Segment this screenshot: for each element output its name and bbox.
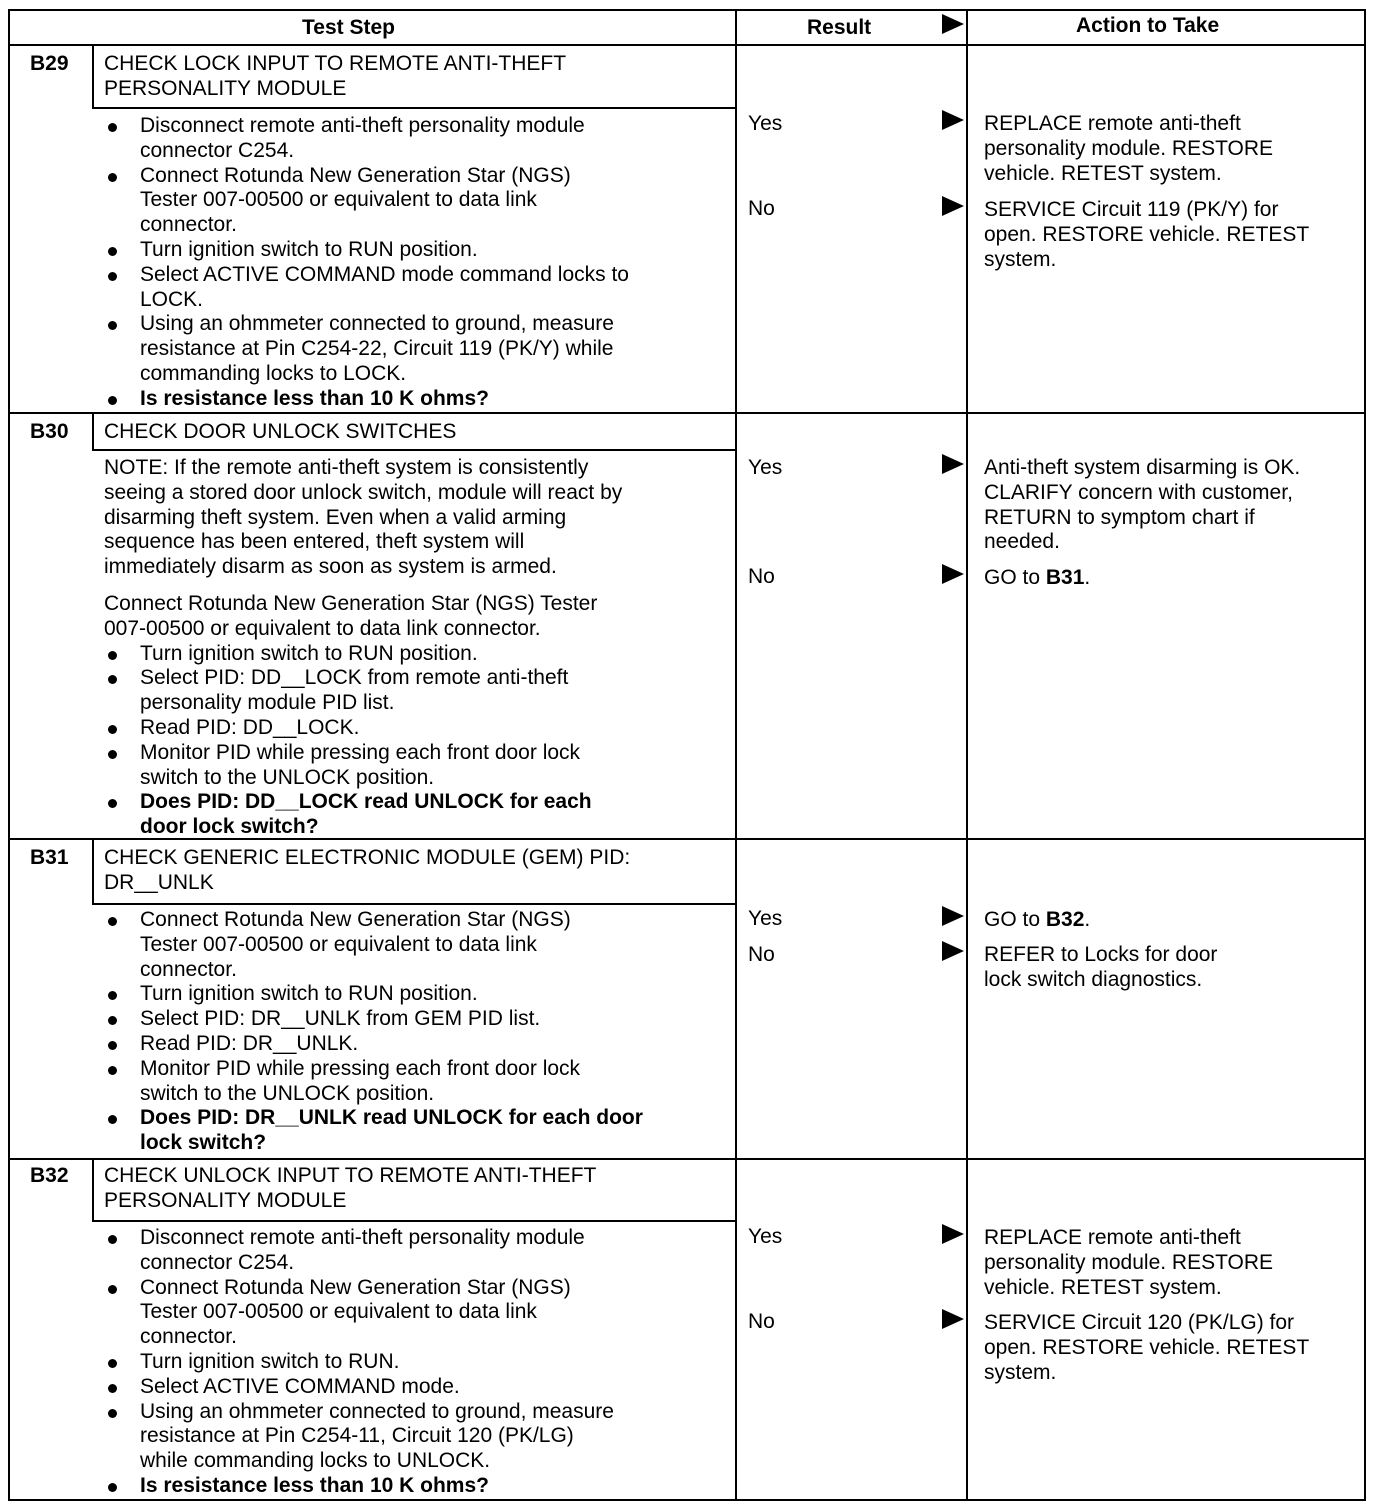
- bullet-line: Read PID: DD__LOCK.: [140, 716, 360, 739]
- bullet-line: Disconnect remote anti-theft personality module: [140, 114, 585, 137]
- bullet-icon: [108, 725, 117, 734]
- action-text: [984, 566, 1090, 591]
- bullet-icon: [108, 123, 117, 132]
- bullet-line: resistance at Pin C254-11, Circuit 120 (PK/LG): [140, 1424, 574, 1448]
- bullet-line: switch to the UNLOCK position.: [140, 1081, 435, 1105]
- bullet-line: commanding locks to LOCK.: [140, 361, 407, 385]
- bullet-line: Turn ignition switch to RUN position.: [140, 238, 478, 261]
- result-label: Yes: [748, 907, 783, 930]
- bullet-line: Disconnect remote anti-theft personality module: [140, 1226, 585, 1249]
- rule-line: [92, 1158, 94, 1220]
- action-step-ref: B32: [1045, 908, 1085, 931]
- note-line: seeing a stored door unlock switch, module will react by: [104, 480, 623, 504]
- rule-line: [966, 9, 968, 1501]
- bullet-line: Select PID: DD__LOCK from remote anti-theft: [140, 666, 569, 690]
- rule-line: [92, 449, 735, 451]
- bullet-line: personality module PID list.: [140, 691, 395, 715]
- action-line: system.: [984, 1360, 1057, 1384]
- bullet-line: switch to the UNLOCK position.: [140, 765, 435, 789]
- bullet-item: [140, 642, 478, 667]
- step-id: B31: [30, 846, 69, 869]
- action-line: vehicle. RETEST system.: [984, 161, 1222, 185]
- action-text: [984, 456, 1300, 555]
- result-arrow-icon: [942, 196, 964, 216]
- result-label: Yes: [748, 112, 783, 135]
- step-title: [104, 846, 630, 896]
- action-text: [984, 198, 1309, 272]
- step-title: [104, 420, 456, 445]
- bullet-item: [140, 238, 478, 263]
- bullet-line: Using an ohmmeter connected to ground, measure: [140, 1399, 614, 1423]
- step-title-line: CHECK LOCK INPUT TO REMOTE ANTI-THEFT: [104, 52, 567, 75]
- bullet-line: Tester 007-00500 or equivalent to data link: [140, 932, 537, 956]
- result-label: No: [748, 943, 775, 966]
- rule-line: [8, 44, 1366, 46]
- step-title-line: CHECK GENERIC ELECTRONIC MODULE (GEM) PID:: [104, 846, 631, 869]
- rule-line: [92, 44, 94, 107]
- note-line: disarming theft system. Even when a valid arming: [104, 505, 567, 529]
- bullet-item: [140, 1106, 643, 1156]
- bullet-line: LOCK.: [140, 287, 204, 311]
- bullet-icon: [108, 321, 117, 330]
- bullet-line: Select ACTIVE COMMAND mode command locks to: [140, 262, 629, 286]
- bullet-item: [140, 1032, 358, 1057]
- result-arrow-icon: [942, 110, 964, 130]
- bullet-icon: [108, 173, 117, 182]
- note-line: sequence has been entered, theft system will: [104, 530, 525, 554]
- result-arrow-icon: [942, 564, 964, 584]
- step-id: B29: [30, 52, 69, 75]
- action-line: REPLACE remote anti-theft: [984, 112, 1241, 135]
- bullet-icon: [108, 675, 117, 684]
- bullet-icon: [108, 272, 117, 281]
- step-title-line: CHECK DOOR UNLOCK SWITCHES: [104, 420, 457, 443]
- intro-text: [104, 592, 597, 642]
- bullet-line: Turn ignition switch to RUN position.: [140, 641, 478, 665]
- rule-line: [1364, 9, 1366, 1501]
- header-arrow-icon: [942, 14, 964, 34]
- bullet-line: Turn ignition switch to RUN.: [140, 1350, 400, 1373]
- rule-line: [8, 9, 1366, 11]
- result-label: No: [748, 565, 775, 588]
- note-line: immediately disarm as soon as system is armed.: [104, 555, 557, 579]
- bullet-icon: [108, 247, 117, 256]
- action-line: vehicle. RETEST system.: [984, 1275, 1222, 1299]
- rule-line: [735, 9, 737, 1501]
- bullet-line: resistance at Pin C254-22, Circuit 119 (PK/Y) while: [140, 337, 614, 361]
- bullet-line: Is resistance less than 10 K ohms?: [140, 386, 489, 410]
- rule-line: [92, 412, 94, 449]
- result-label: Yes: [748, 1225, 783, 1248]
- action-line: open. RESTORE vehicle. RETEST: [984, 1335, 1310, 1359]
- action-text: [984, 943, 1217, 993]
- action-line: personality module. RESTORE: [984, 1250, 1274, 1274]
- result-arrow-icon: [942, 941, 964, 961]
- step-title: [104, 1164, 596, 1214]
- bullet-icon: [108, 917, 117, 926]
- intro-line: 007-00500 or equivalent to data link connector.: [104, 616, 541, 640]
- bullet-line: Using an ohmmeter connected to ground, measure: [140, 312, 614, 336]
- step-title-line: DR__UNLK: [104, 870, 214, 894]
- bullet-icon: [108, 651, 117, 660]
- bullet-line: Turn ignition switch to RUN position.: [140, 982, 478, 1006]
- bullet-icon: [108, 1409, 117, 1418]
- bullet-item: [140, 790, 592, 840]
- step-title-line: CHECK UNLOCK INPUT TO REMOTE ANTI-THEFT: [104, 1164, 597, 1187]
- bullet-line: door lock switch?: [140, 815, 319, 839]
- bullet-icon: [108, 1235, 117, 1244]
- rule-line: [92, 1220, 735, 1222]
- action-line: open. RESTORE vehicle. RETEST: [984, 222, 1310, 246]
- bullet-item: [140, 1474, 489, 1499]
- action-text: [984, 112, 1273, 186]
- action-line: RETURN to symptom chart if: [984, 505, 1255, 529]
- action-line: personality module. RESTORE: [984, 136, 1274, 160]
- bullet-line: lock switch?: [140, 1131, 267, 1155]
- rule-line: [8, 9, 10, 1501]
- bullet-line: Does PID: DR__UNLK read UNLOCK for each door: [140, 1106, 643, 1130]
- note-line: NOTE: If the remote anti-theft system is consistently: [104, 456, 589, 479]
- bullet-line: while commanding locks to UNLOCK.: [140, 1449, 491, 1473]
- bullet-item: [140, 114, 585, 164]
- bullet-icon: [108, 396, 117, 405]
- bullet-item: [140, 908, 571, 982]
- bullet-item: [140, 666, 568, 716]
- action-text: [984, 1311, 1309, 1385]
- rule-line: [92, 903, 735, 905]
- bullet-item: [140, 387, 489, 412]
- step-id: B32: [30, 1164, 69, 1187]
- bullet-line: Read PID: DR__UNLK.: [140, 1032, 359, 1055]
- result-label: Yes: [748, 456, 783, 479]
- header-result: Result: [807, 16, 872, 39]
- step-title: [104, 52, 566, 102]
- action-prefix: GO to: [984, 908, 1046, 931]
- bullet-line: Connect Rotunda New Generation Star (NGS): [140, 1275, 571, 1299]
- bullet-icon: [108, 750, 117, 759]
- action-line: lock switch diagnostics.: [984, 967, 1203, 991]
- bullet-item: [140, 716, 359, 741]
- bullet-line: connector.: [140, 213, 237, 237]
- bullet-line: connector C254.: [140, 138, 295, 162]
- bullet-line: Select PID: DR__UNLK from GEM PID list.: [140, 1007, 541, 1031]
- bullet-icon: [108, 1384, 117, 1393]
- bullet-icon: [108, 1041, 117, 1050]
- bullet-line: connector.: [140, 1325, 237, 1349]
- bullet-icon: [108, 1066, 117, 1075]
- bullet-item: [140, 1276, 571, 1350]
- result-label: No: [748, 197, 775, 220]
- bullet-icon: [108, 799, 117, 808]
- action-line: SERVICE Circuit 120 (PK/LG) for: [984, 1311, 1295, 1334]
- rule-line: [8, 412, 1366, 414]
- intro-line: Connect Rotunda New Generation Star (NGS) Tester: [104, 592, 598, 615]
- bullet-icon: [108, 1285, 117, 1294]
- result-arrow-icon: [942, 1224, 964, 1244]
- bullet-item: [140, 741, 580, 791]
- bullet-item: [140, 312, 614, 386]
- rule-line: [92, 107, 735, 109]
- result-arrow-icon: [942, 454, 964, 474]
- result-arrow-icon: [942, 1309, 964, 1329]
- result-arrow-icon: [942, 906, 964, 926]
- bullet-icon: [108, 1483, 117, 1492]
- bullet-item: [140, 1057, 580, 1107]
- rule-line: [92, 838, 94, 903]
- bullet-line: Select ACTIVE COMMAND mode.: [140, 1374, 460, 1398]
- action-line: system.: [984, 247, 1057, 271]
- bullet-icon: [108, 1359, 117, 1368]
- step-id: B30: [30, 420, 69, 443]
- action-suffix: .: [1084, 566, 1091, 589]
- bullet-line: Tester 007-00500 or equivalent to data link: [140, 1300, 537, 1324]
- action-suffix: .: [1084, 908, 1091, 931]
- bullet-line: Monitor PID while pressing each front door lock: [140, 740, 581, 764]
- action-line: needed.: [984, 530, 1060, 554]
- action-text: [984, 1226, 1273, 1300]
- bullet-icon: [108, 991, 117, 1000]
- bullet-line: Connect Rotunda New Generation Star (NGS): [140, 908, 571, 931]
- bullet-item: [140, 982, 478, 1007]
- action-line: REPLACE remote anti-theft: [984, 1226, 1241, 1249]
- bullet-line: connector.: [140, 957, 237, 981]
- bullet-line: Is resistance less than 10 K ohms?: [140, 1474, 489, 1497]
- bullet-item: [140, 1350, 399, 1375]
- action-prefix: GO to: [984, 566, 1046, 589]
- header-action: Action to Take: [1076, 14, 1220, 37]
- bullet-item: [140, 1226, 585, 1276]
- rule-line: [8, 1499, 1366, 1501]
- action-line: REFER to Locks for door: [984, 943, 1218, 966]
- action-text: [984, 908, 1090, 933]
- bullet-item: [140, 164, 571, 238]
- bullet-line: Monitor PID while pressing each front door lock: [140, 1056, 581, 1080]
- action-line: CLARIFY concern with customer,: [984, 480, 1293, 504]
- bullet-line: connector C254.: [140, 1250, 295, 1274]
- action-step-ref: B31: [1045, 566, 1085, 589]
- action-line: SERVICE Circuit 119 (PK/Y) for: [984, 198, 1279, 221]
- rule-line: [8, 838, 1366, 840]
- bullet-item: [140, 1007, 540, 1032]
- action-line: Anti-theft system disarming is OK.: [984, 456, 1301, 479]
- header-test-step: Test Step: [302, 16, 395, 39]
- bullet-line: Does PID: DD__LOCK read UNLOCK for each: [140, 790, 592, 814]
- bullet-icon: [108, 1115, 117, 1124]
- step-title-line: PERSONALITY MODULE: [104, 1188, 347, 1212]
- bullet-item: [140, 1375, 460, 1400]
- bullet-line: Tester 007-00500 or equivalent to data link: [140, 188, 537, 212]
- bullet-item: [140, 263, 629, 313]
- note-text: [104, 456, 622, 580]
- bullet-icon: [108, 1016, 117, 1025]
- bullet-item: [140, 1400, 614, 1474]
- bullet-line: Connect Rotunda New Generation Star (NGS): [140, 163, 571, 187]
- rule-line: [8, 1158, 1366, 1160]
- step-title-line: PERSONALITY MODULE: [104, 76, 347, 100]
- result-label: No: [748, 1310, 775, 1333]
